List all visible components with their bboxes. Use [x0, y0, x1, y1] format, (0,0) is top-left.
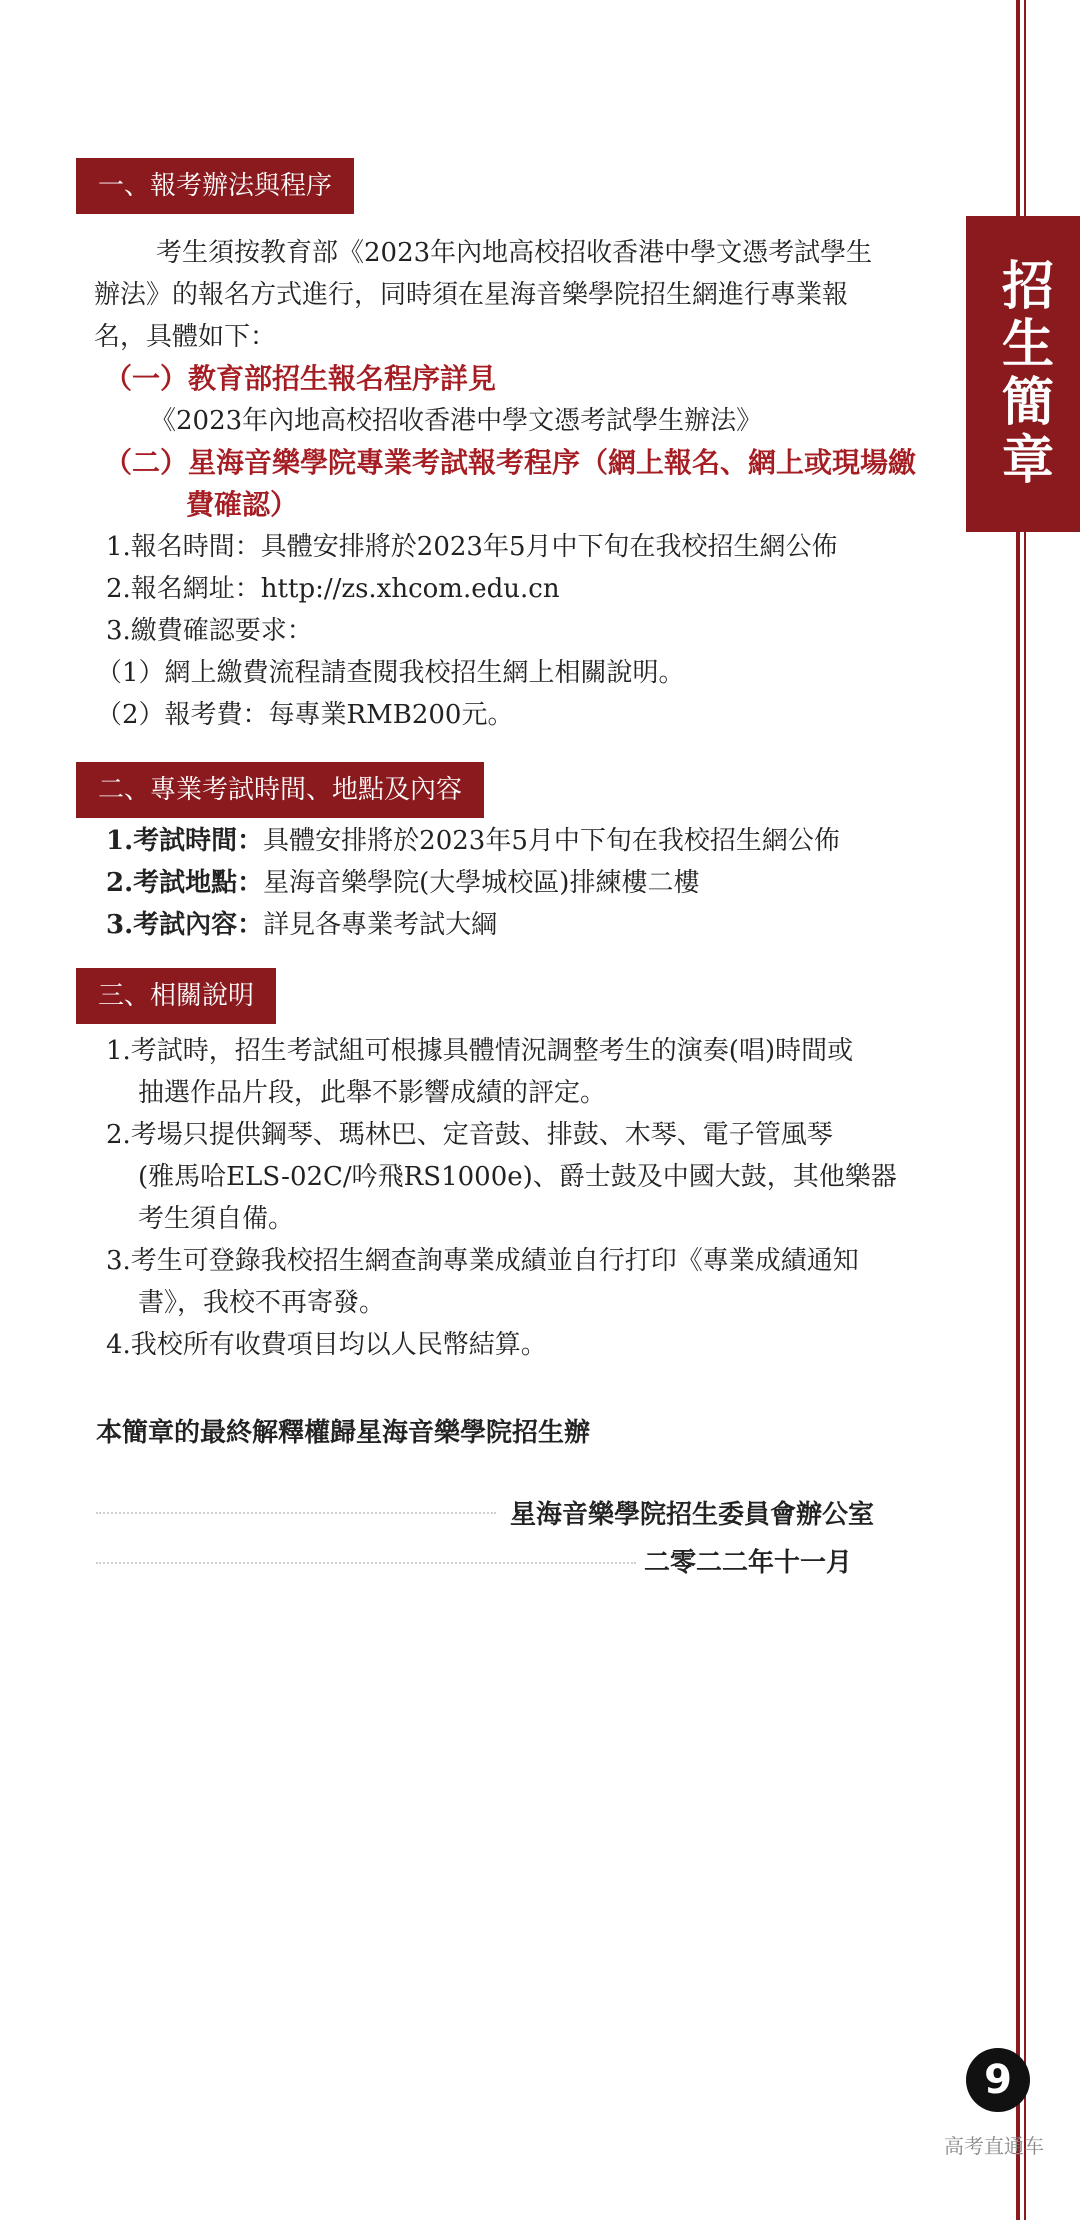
signature: 星海音樂學院招生委員會辦公室 — [510, 1500, 875, 1530]
list-item: （2）報考費：每專業RMB200元。 — [96, 700, 514, 730]
note-line: 1.考試時，招生考試組可根據具體情況調整考生的演奏(唱)時間或 — [106, 1036, 854, 1066]
note-line: 書》，我校不再寄發。 — [138, 1288, 386, 1318]
list-item: 3.繳費確認要求： — [106, 616, 313, 646]
list-item — [106, 904, 497, 946]
page-number: 9 — [966, 2048, 1030, 2112]
item-text: 星海音樂學院(大學城校區)排練樓二樓 — [263, 868, 700, 898]
date: 二零二二年十一月 — [644, 1548, 853, 1578]
item-text: 詳見各專業考試大綱 — [263, 910, 498, 940]
final-note: 本簡章的最終解釋權歸星海音樂學院招生辦 — [96, 1418, 591, 1448]
note-line: 考生須自備。 — [138, 1204, 295, 1234]
section1-heading: 一、報考辦法與程序 — [76, 158, 354, 214]
intro-line: 辦法》的報名方式進行，同時須在星海音樂學院招生網進行專業報 — [94, 280, 849, 310]
intro-line: 考生須按教育部《2023年內地高校招收香港中學文憑考試學生 — [156, 238, 873, 268]
item-label: 3.考試內容： — [106, 910, 264, 940]
note-line: 抽選作品片段，此舉不影響成績的評定。 — [138, 1078, 607, 1108]
dotted-leader — [96, 1512, 496, 1514]
section2-heading: 二、專業考試時間、地點及內容 — [76, 762, 484, 818]
intro-line: 名，具體如下： — [94, 322, 277, 352]
note-line: 3.考生可登錄我校招生網查詢專業成績並自行打印《專業成績通知 — [106, 1246, 859, 1276]
list-item — [106, 820, 840, 862]
side-tab-label: 招生簡章 — [992, 258, 1053, 490]
item-label: 1.考試時間： — [106, 826, 264, 856]
section3-heading: 三、相關說明 — [76, 968, 276, 1024]
note-line: (雅馬哈ELS-02C/吟飛RS1000e)、爵士鼓及中國大鼓，其他樂器 — [138, 1162, 897, 1192]
list-item: （1）網上繳費流程請查閱我校招生網上相關說明。 — [96, 658, 685, 688]
side-tab — [966, 216, 1080, 532]
list-item: 2.報名網址：http://zs.xhcom.edu.cn — [106, 574, 560, 604]
list-item — [106, 862, 699, 904]
item-text: 具體安排將於2023年5月中下旬在我校招生網公佈 — [263, 826, 840, 856]
dotted-leader — [96, 1562, 636, 1564]
watermark: 高考直通车 — [944, 2134, 1044, 2158]
sub1-title: （一）教育部招生報名程序詳見 — [104, 362, 497, 395]
note-line: 2.考場只提供鋼琴、瑪林巴、定音鼓、排鼓、木琴、電子管風琴 — [106, 1120, 833, 1150]
list-item: 1.報名時間：具體安排將於2023年5月中下旬在我校招生網公佈 — [106, 532, 838, 562]
item-label: 2.考試地點： — [106, 868, 264, 898]
sub2-title-cont: 費確認） — [186, 488, 299, 521]
sub2-title: （二）星海音樂學院專業考試報考程序（網上報名、網上或現場繳 — [104, 446, 917, 479]
note-line: 4.我校所有收費項目均以人民幣結算。 — [106, 1330, 547, 1360]
sub1-detail: 《2023年內地高校招收香港中學文憑考試學生辦法》 — [150, 406, 763, 436]
